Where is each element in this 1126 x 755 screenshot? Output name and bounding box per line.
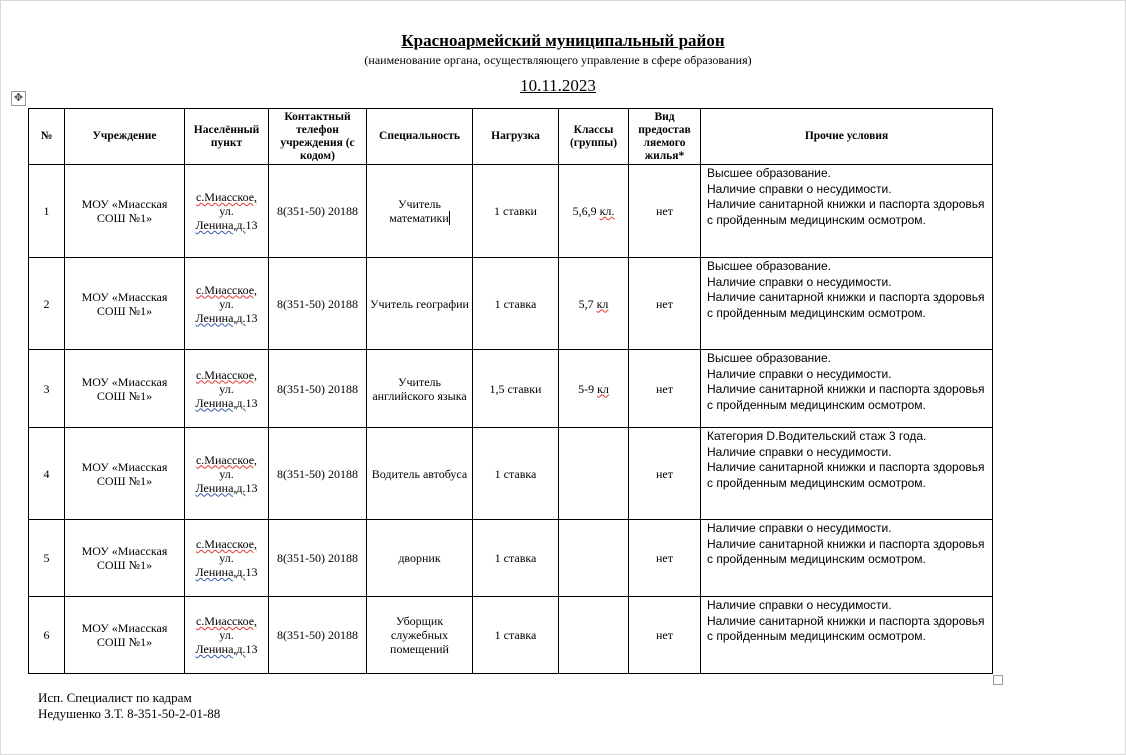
settlement-street: ул.: [219, 381, 234, 396]
condition-line: Категория D.Водительский стаж 3 года.: [707, 429, 927, 443]
row-number: 5: [29, 520, 65, 597]
settlement-house: [188, 642, 265, 656]
condition-line: Высшее образование.: [707, 351, 831, 365]
settlement-house-prefix: Ленина,д.: [195, 310, 246, 325]
classes-value: 5,7: [578, 296, 594, 311]
conditions-cell: [701, 597, 993, 674]
settlement-village: с.Миасское,: [195, 367, 258, 382]
settlement-house-number: 13: [245, 565, 258, 579]
row-number: 4: [29, 428, 65, 520]
phone-cell: 8(351-50) 20188: [269, 597, 367, 674]
load-cell: 1 ставки: [473, 165, 559, 258]
settlement-street: ул.: [219, 628, 234, 642]
table-row: [29, 520, 993, 597]
specialty-text: Уборщик служебных помещений: [390, 614, 449, 656]
settlement-house-prefix: Ленина,д.: [195, 480, 246, 495]
footer-executor: Исп. Специалист по кадрам: [38, 690, 192, 705]
settlement-house-number: 13: [245, 480, 258, 495]
conditions-cell: [701, 428, 993, 520]
settlement-house-number: 13: [245, 395, 258, 410]
specialty-text: Учитель математики: [389, 197, 449, 225]
settlement-house: [188, 218, 265, 232]
specialty-cell: [367, 165, 473, 258]
settlement-village: с.Миасское,: [195, 452, 258, 467]
condition-line: Наличие справки о несудимости.: [707, 181, 892, 196]
condition-line: Наличие санитарной книжки и паспорта здоровья с пройденным медицинским осмотром.: [707, 460, 985, 490]
resize-square-icon[interactable]: [993, 675, 1003, 685]
phone-cell: 8(351-50) 20188: [269, 165, 367, 258]
condition-line: Наличие справки о несудимости.: [707, 366, 892, 381]
condition-line: Наличие справки о несудимости.: [707, 598, 892, 612]
condition-line: Высшее образование.: [707, 166, 831, 180]
classes-cell: [559, 350, 629, 428]
condition-line: Наличие санитарной книжки и паспорта здоровья с пройденным медицинским осмотром.: [707, 382, 985, 412]
load-cell: 1,5 ставки: [473, 350, 559, 428]
institution-cell: МОУ «Миасская СОШ №1»: [65, 258, 185, 350]
settlement-village: с.Миасское,: [195, 614, 258, 628]
header-load: Нагрузка: [473, 109, 559, 165]
row-number: 2: [29, 258, 65, 350]
table-row: [29, 350, 993, 428]
settlement-village: с.Миасское,: [195, 537, 258, 551]
table-row: [29, 428, 993, 520]
conditions-cell: [701, 520, 993, 597]
institution-cell: МОУ «Миасская СОШ №1»: [65, 350, 185, 428]
institution-cell: МОУ «Миасская СОШ №1»: [65, 165, 185, 258]
settlement-house-prefix: Ленина,д.: [195, 218, 246, 232]
settlement-house: [188, 481, 265, 495]
condition-line: Наличие справки о несудимости.: [707, 274, 892, 289]
phone-cell: 8(351-50) 20188: [269, 428, 367, 520]
condition-line: Наличие санитарной книжки и паспорта здоровья с пройденным медицинским осмотром.: [707, 536, 985, 566]
settlement-house: [188, 396, 265, 410]
conditions-cell: [701, 350, 993, 428]
condition-line: Наличие санитарной книжки и паспорта здоровья с пройденным медицинским осмотром.: [707, 290, 985, 320]
settlement-house: [188, 311, 265, 325]
table-row: [29, 258, 993, 350]
settlement-cell: [185, 597, 269, 674]
housing-cell: нет: [629, 165, 701, 258]
document-subtitle: (наименование органа, осуществляющего управление в сфере образования): [364, 53, 752, 67]
settlement-street: ул.: [219, 296, 234, 311]
header-institution: Учреждение: [65, 109, 185, 165]
settlement-street: ул.: [219, 204, 234, 218]
settlement-house-number: 13: [245, 642, 258, 656]
classes-suffix: кл.: [599, 204, 615, 218]
settlement-village: с.Миасское,: [195, 190, 258, 204]
header-phone: Контактный телефон учреждения (с кодом): [269, 109, 367, 165]
header-specialty: Специальность: [367, 109, 473, 165]
load-cell: 1 ставка: [473, 258, 559, 350]
row-number: 1: [29, 165, 65, 258]
settlement-house-number: 13: [245, 310, 258, 325]
settlement-cell: [185, 165, 269, 258]
classes-suffix: кл: [597, 381, 609, 396]
settlement-cell: [185, 350, 269, 428]
housing-cell: нет: [629, 350, 701, 428]
table-row: [29, 597, 993, 674]
phone-cell: 8(351-50) 20188: [269, 520, 367, 597]
institution-cell: МОУ «Миасская СОШ №1»: [65, 520, 185, 597]
document-title: Красноармейский муниципальный район: [401, 31, 725, 50]
specialty-text: Водитель автобуса: [371, 466, 468, 481]
load-cell: 1 ставка: [473, 597, 559, 674]
vacancy-table: [28, 108, 993, 674]
specialty-cell: [367, 520, 473, 597]
condition-line: Наличие справки о несудимости.: [707, 444, 892, 459]
phone-cell: 8(351-50) 20188: [269, 350, 367, 428]
header-settlement: Населённый пункт: [185, 109, 269, 165]
housing-cell: нет: [629, 428, 701, 520]
specialty-cell: [367, 258, 473, 350]
row-number: 3: [29, 350, 65, 428]
settlement-house-prefix: Ленина,д.: [195, 642, 246, 656]
header-housing: Вид предостав ляемого жилья*: [629, 109, 701, 165]
specialty-text: Учитель географии: [370, 296, 469, 311]
housing-cell: нет: [629, 258, 701, 350]
load-cell: 1 ставка: [473, 428, 559, 520]
housing-cell: нет: [629, 597, 701, 674]
settlement-cell: [185, 258, 269, 350]
table-row: [29, 165, 993, 258]
header-other-conditions: Прочие условия: [701, 109, 993, 165]
settlement-house: [188, 565, 265, 579]
classes-cell: [559, 258, 629, 350]
settlement-house-number: 13: [245, 218, 258, 232]
condition-line: Наличие справки о несудимости.: [707, 521, 892, 535]
specialty-cell: [367, 350, 473, 428]
classes-value: 5,6,9: [572, 204, 597, 218]
settlement-house-prefix: Ленина,д.: [195, 395, 246, 410]
header-number: №: [29, 109, 65, 165]
conditions-cell: [701, 258, 993, 350]
conditions-cell: [701, 165, 993, 258]
condition-line: Наличие санитарной книжки и паспорта здоровья с пройденным медицинским осмотром.: [707, 197, 985, 227]
institution-cell: МОУ «Миасская СОШ №1»: [65, 597, 185, 674]
specialty-text: Учитель английского языка: [372, 374, 467, 403]
housing-cell: нет: [629, 520, 701, 597]
move-arrows-icon[interactable]: ✥: [11, 91, 26, 106]
row-number: 6: [29, 597, 65, 674]
settlement-cell: [185, 428, 269, 520]
classes-value: 5-9: [578, 381, 595, 396]
footer: [38, 690, 220, 722]
institution-cell: МОУ «Миасская СОШ №1»: [65, 428, 185, 520]
table-header-row: [29, 109, 993, 165]
header-classes: Классы (группы): [559, 109, 629, 165]
settlement-house-prefix: Ленина,д.: [195, 565, 246, 579]
settlement-village: с.Миасское,: [195, 282, 258, 297]
phone-cell: 8(351-50) 20188: [269, 258, 367, 350]
specialty-cell: [367, 597, 473, 674]
specialty-text: дворник: [398, 551, 441, 565]
footer-contact: Недушенко З.Т. 8-351-50-2-01-88: [38, 706, 221, 721]
specialty-cell: [367, 428, 473, 520]
classes-cell: [559, 597, 629, 674]
condition-line: Наличие санитарной книжки и паспорта здоровья с пройденным медицинским осмотром.: [707, 613, 985, 643]
load-cell: 1 ставка: [473, 520, 559, 597]
settlement-street: ул.: [219, 551, 234, 565]
settlement-cell: [185, 520, 269, 597]
classes-cell: [559, 165, 629, 258]
classes-suffix: кл: [596, 296, 609, 311]
settlement-street: ул.: [219, 466, 234, 481]
document-date: 10.11.2023: [520, 76, 596, 95]
classes-cell: [559, 520, 629, 597]
classes-cell: [559, 428, 629, 520]
condition-line: Высшее образование.: [707, 259, 831, 273]
